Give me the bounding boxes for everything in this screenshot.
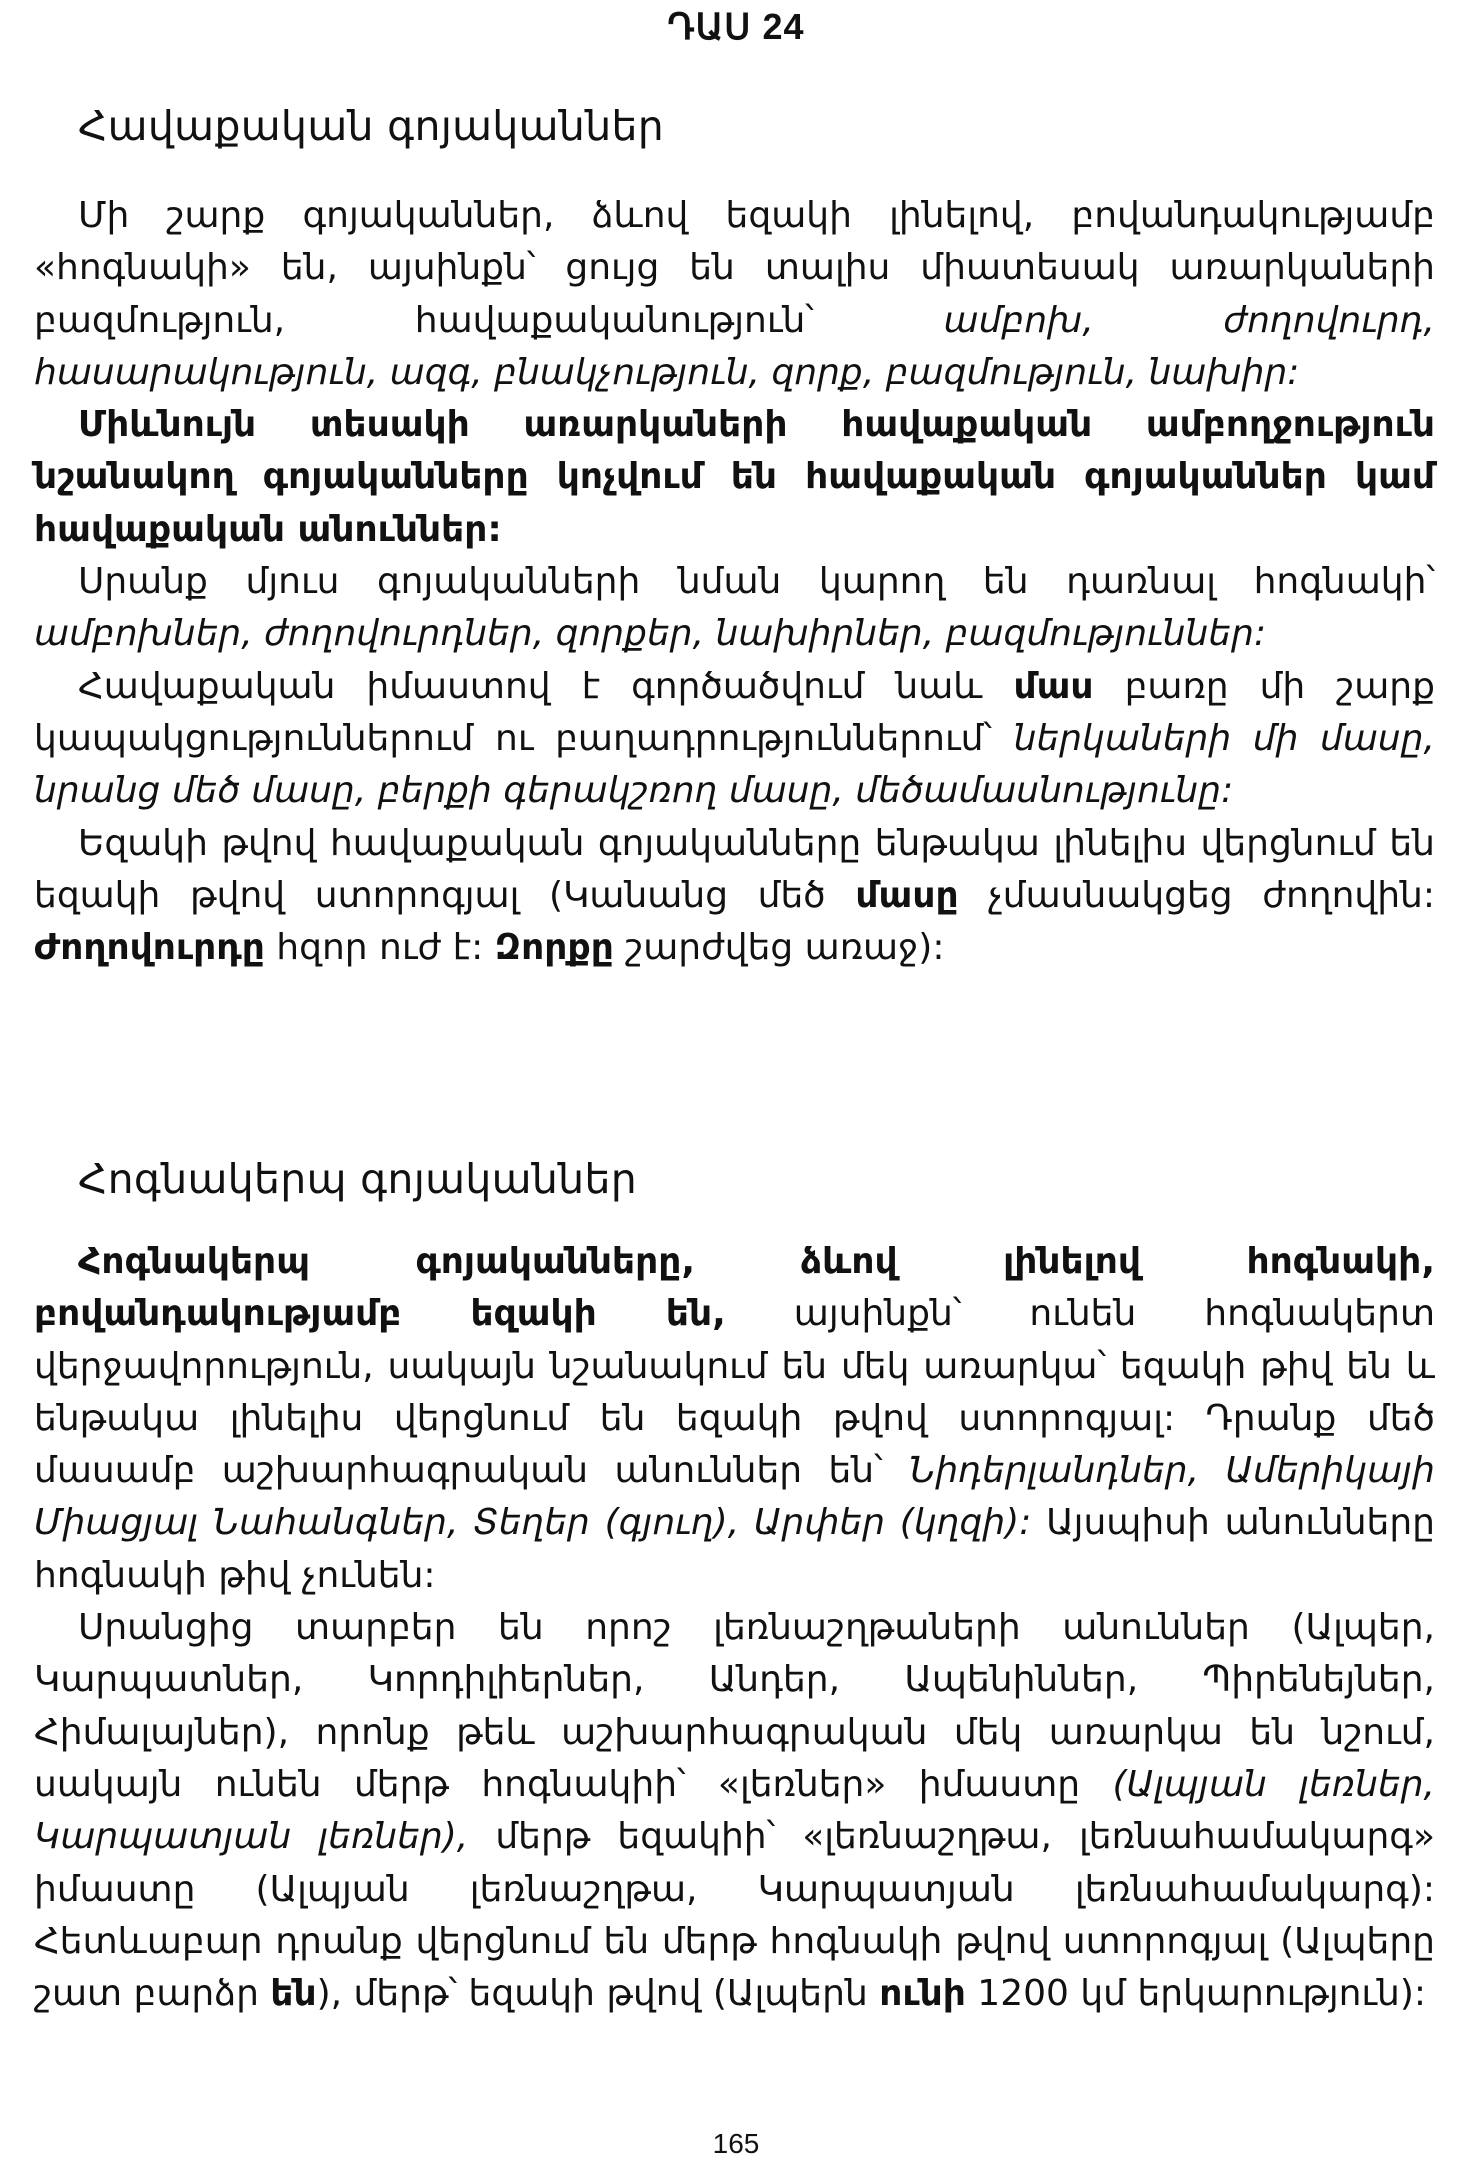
text-run: 1200 կմ երկարություն): (965, 1973, 1427, 2015)
text-run: շարժվեց առաջ): (613, 927, 945, 969)
bold-term: են (270, 1973, 317, 2015)
italic-examples: (Ալպյան լեռներ, Կարպատյան լեռներ), (34, 1763, 1436, 1858)
bold-definition: Հոգնակերպ գոյականները, ձևով լինելով հոգնակի, բովանդակությամբ եզակի են, (34, 1241, 1435, 1335)
bold-term: մասը (855, 874, 959, 916)
text-run: Հավաքական իմաստով է գործածվում նաև (78, 665, 1014, 707)
section-body-plural-form-nouns (34, 1236, 1435, 2020)
bold-term: Ժողովուրդը (34, 927, 265, 969)
definition-paragraph (34, 399, 1435, 556)
paragraph (34, 818, 1435, 975)
italic-examples: Նիդերլանդներ, Ամերիկայի Միացյալ Նահանգներ, Տեղեր (գյուղ), Արփեր (կղզի): (34, 1450, 1435, 1544)
text-run: Սրանցից տարբեր են որոշ լեռնաշղթաների անուններ (Ալպեր, Կարպատներ, Կորդիլիերներ, Անդեր, Ապենիններ, Պիրենեյներ, Հիմալայներ), որոնք թեև աշխարհագրական մեկ առարկա են նշում, սակայն ունեն մերթ հոգնակիի՝ «լեռներ» իմաստը (34, 1607, 1435, 1805)
text-run: հզոր ուժ է: (264, 927, 495, 969)
page-number: 165 (712, 2128, 760, 2159)
italic-examples: ամբոխ, ժողովուրդ, հասարակություն, ազգ, բնակչություն, զորք, բազմություն, նախիր: (34, 299, 1435, 393)
text-run: չմասնակցեց ժողովին: (958, 874, 1436, 916)
section-body-collective-nouns (34, 190, 1435, 974)
text-run: այսինքն՝ ունեն հոգնակերտ վերջավորություն, սակայն նշանակում են մեկ առարկա՝ եզակի թիվ են և ենթակա լինելիս վերցնում են եզակի թվով ստորոգյալ: Դրանք մեծ մասամբ աշխարհագրական անուններ են՝ (34, 1293, 1435, 1492)
section-heading-collective-nouns: Հավաքական գոյականներ (78, 102, 665, 150)
paragraph (34, 1602, 1435, 2020)
text-run: բառը մի շարք կապակցություններում ու բաղադրություններում՝ (34, 665, 1435, 759)
text-run: Մի շարք գոյականներ, ձևով եզակի լինելով, բովանդակությամբ «հոգնակի» են, այսինքն՝ ցույց են տալիս միատեսակ առարկաների բազմություն, հավաքականություն՝ (34, 195, 1435, 341)
italic-examples: ներկաների մի մասը, նրանց մեծ մասը, բերքի գերակշռող մասը, մեծամասնությունը: (34, 717, 1435, 812)
text-run: մերթ եզակիի՝ «լեռնաշղթա, լեռնահամակարգ» իմաստը (Ալպյան լեռնաշղթա, Կարպատյան լեռնահամակարգ): Հետևաբար դրանք վերցնում են մերթ հոգնակի թվով ստորոգյալ (Ալպերը շատ բարձր (34, 1816, 1435, 2015)
bold-definition: Միևնույն տեսակի առարկաների հավաքական ամբողջություն նշանակող գոյականները կոչվում են հավաքական գոյականներ կամ հավաքական անուններ: (34, 404, 1435, 550)
paragraph (34, 661, 1435, 818)
text-run: Սրանք մյուս գոյականների նման կարող են դառնալ հոգնակի՝ (78, 561, 1435, 603)
text-run: Այսպիսի անունները հոգնակի թիվ չունեն: (34, 1502, 1435, 1596)
bold-term: մաս (1013, 665, 1094, 707)
bold-term: ունի (879, 1973, 966, 2015)
paragraph (34, 556, 1435, 661)
text-run: ), մերթ՝ եզակի թվով (Ալպերն (316, 1973, 880, 2015)
lesson-title: ԴԱՍ 24 (667, 6, 805, 47)
paragraph (34, 190, 1435, 399)
bold-term: Զորքը (494, 927, 614, 969)
section-heading-plural-form-nouns: Հոգնակերպ գոյականներ (78, 1155, 638, 1203)
italic-examples: ամբոխներ, ժողովուրդներ, զորքեր, նախիրներ, բազմություններ: (34, 613, 1267, 655)
paragraph (34, 1236, 1435, 1602)
text-run: Եզակի թվով հավաքական գոյականները ենթակա լինելիս վերցնում են եզակի թվով ստորոգյալ (Կանանց մեծ (34, 822, 1435, 916)
